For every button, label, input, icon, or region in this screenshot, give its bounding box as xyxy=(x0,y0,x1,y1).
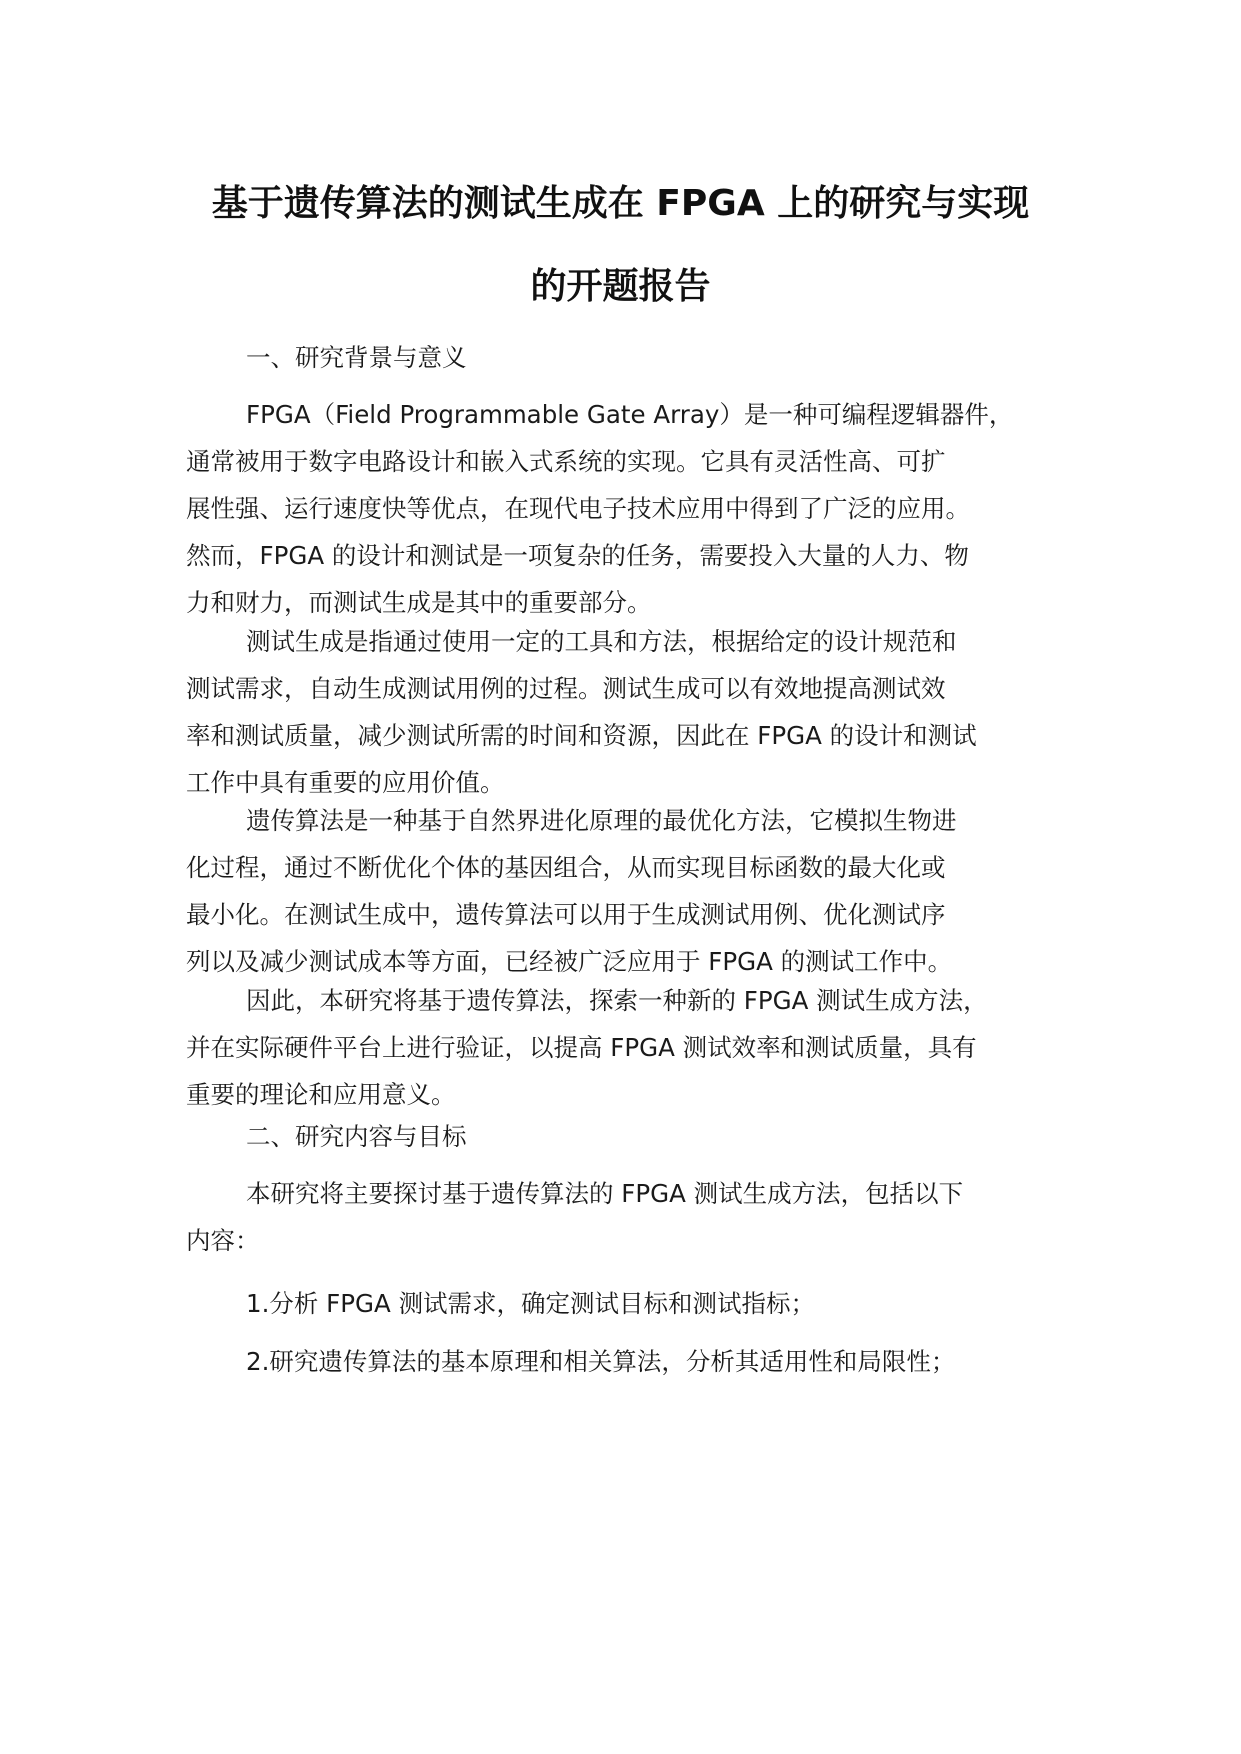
paragraph-genetic-algorithm xyxy=(186,797,1086,985)
document-title-line-2: 的开题报告 xyxy=(530,266,711,307)
paragraph-line: 并在实际硬件平台上进行验证，以提高 FPGA 测试效率和测试质量，具有 xyxy=(186,1033,977,1062)
paragraph-line: 重要的理论和应用意义。 xyxy=(186,1080,456,1109)
section-heading: 一、研究背景与意义 xyxy=(246,343,467,372)
list-item-text: 2.研究遗传算法的基本原理和相关算法，分析其适用性和局限性； xyxy=(246,1347,956,1376)
paragraph-line: FPGA（Field Programmable Gate Array）是一种可编程逻辑器件， xyxy=(246,400,1014,429)
paragraph-line: 最小化。在测试生成中，遗传算法可以用于生成测试用例、优化测试序 xyxy=(186,900,946,929)
paragraph-fpga-intro xyxy=(186,391,1086,626)
paragraph-research-content xyxy=(186,1170,1086,1264)
paragraph-line: 率和测试质量，减少测试所需的时间和资源，因此在 FPGA 的设计和测试 xyxy=(186,721,977,750)
section-heading: 二、研究内容与目标 xyxy=(246,1122,467,1151)
list-item-1 xyxy=(186,1280,1086,1327)
paragraph-line: 测试生成是指通过使用一定的工具和方法，根据给定的设计规范和 xyxy=(246,627,957,656)
paragraph-line: 本研究将主要探讨基于遗传算法的 FPGA 测试生成方法，包括以下 xyxy=(246,1179,964,1208)
paragraph-line: 内容： xyxy=(186,1226,260,1255)
paragraph-line: 展性强、运行速度快等优点，在现代电子技术应用中得到了广泛的应用。 xyxy=(186,494,970,523)
paragraph-test-generation xyxy=(186,618,1086,806)
paragraph-line: 工作中具有重要的应用价值。 xyxy=(186,768,505,797)
paragraph-line: 列以及减少测试成本等方面，已经被广泛应用于 FPGA 的测试工作中。 xyxy=(186,947,953,976)
paragraph-line: 测试需求，自动生成测试用例的过程。测试生成可以有效地提高测试效 xyxy=(186,674,946,703)
paragraph-line: 力和财力，而测试生成是其中的重要部分。 xyxy=(186,588,652,617)
list-item-2 xyxy=(186,1338,1086,1385)
paragraph-research-significance xyxy=(186,977,1086,1118)
paragraph-line: 然而，FPGA 的设计和测试是一项复杂的任务，需要投入大量的人力、物 xyxy=(186,541,969,570)
document-title-line-1: 基于遗传算法的测试生成在 FPGA 上的研究与实现 xyxy=(211,183,1030,224)
list-item-text: 1.分析 FPGA 测试需求，确定测试目标和测试指标； xyxy=(246,1289,816,1318)
section-heading-background xyxy=(186,334,1086,381)
paragraph-line: 化过程，通过不断优化个体的基因组合，从而实现目标函数的最大化或 xyxy=(186,853,946,882)
section-heading-content xyxy=(186,1113,1086,1160)
paragraph-line: 因此，本研究将基于遗传算法，探索一种新的 FPGA 测试生成方法， xyxy=(246,986,988,1015)
paragraph-line: 遗传算法是一种基于自然界进化原理的最优化方法，它模拟生物进 xyxy=(246,806,957,835)
paragraph-line: 通常被用于数字电路设计和嵌入式系统的实现。它具有灵活性高、可扩 xyxy=(186,447,946,476)
